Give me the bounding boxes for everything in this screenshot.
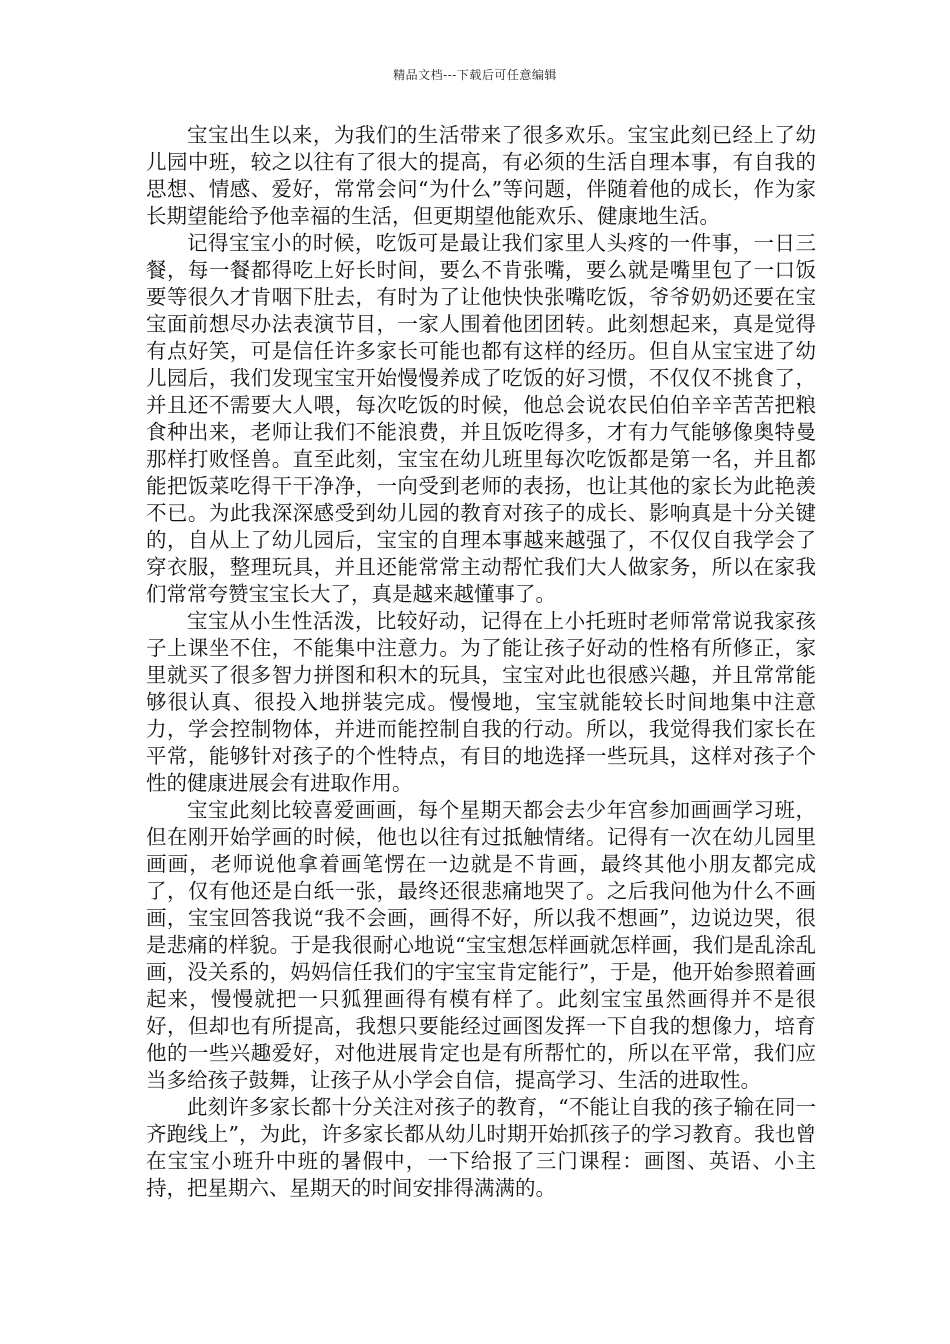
page-header: 精品文档---下载后可任意编辑 xyxy=(393,68,557,82)
paragraph: 记得宝宝小的时候，吃饭可是最让我们家里人头疼的一件事，一日三餐，每一餐都得吃上好长时间，要么不肯张嘴，要么就是嘴里包了一口饭要等很久才肯咽下肚去，有时为了让他快快张嘴吃饭，爷爷奶奶还要在宝宝面前想尽办法表演节目，一家人围着他团团转。此刻想起来，真是觉得有点好笑，可是信任许多家长可能也都有这样的经历。但自从宝宝进了幼儿园后，我们发现宝宝开始慢慢养成了吃饭的好习惯，不仅仅不挑食了，并且还不需要大人喂，每次吃饭的时候，他总会说农民伯伯辛辛苦苦把粮食种出来，老师让我们不能浪费，并且饭吃得多，才有力气能够像奥特曼那样打败怪兽。直至此刻，宝宝在幼儿班里每次吃饭都是第一名，并且都能把饭菜吃得干干净净，一向受到老师的表扬，也让其他的家长为此艳羡不已。为此我深深感受到幼儿园的教育对孩子的成长、影响真是十分关键的，自从上了幼儿园后，宝宝的自理本事越来越强了，不仅仅自我学会了穿衣服，整理玩具，并且还能常常主动帮忙我们大人做家务，所以在家我们常常夸赞宝宝长大了，真是越来越懂事了。 xyxy=(146,231,816,606)
paragraph: 宝宝出生以来，为我们的生活带来了很多欢乐。宝宝此刻已经上了幼儿园中班，较之以往有了很大的提高，有必须的生活自理本事，有自我的思想、情感、爱好，常常会问“为什么”等问题，伴随着他的成长，作为家长期望能给予他幸福的生活，但更期望他能欢乐、健康地生活。 xyxy=(146,123,816,228)
paragraph: 此刻许多家长都十分关注对孩子的教育，“不能让自我的孩子输在同一齐跑线上”，为此，许多家长都从幼儿时期开始抓孩子的学习教育。我也曾在宝宝小班升中班的暑假中，一下给报了三门课程：画图、英语、小主持，把星期六、星期天的时间安排得满满的。 xyxy=(146,1095,816,1200)
paragraph: 宝宝此刻比较喜爱画画，每个星期天都会去少年宫参加画画学习班，但在刚开始学画的时候，他也以往有过抵触情绪。记得有一次在幼儿园里画画，老师说他拿着画笔愣在一边就是不肯画，最终其他小朋友都完成了，仅有他还是白纸一张，最终还很悲痛地哭了。之后我问他为什么不画画，宝宝回答我说“我不会画，画得不好，所以我不想画”，边说边哭，很是悲痛的样貌。于是我很耐心地说“宝宝想怎样画就怎样画，我们是乱涂乱画，没关系的，妈妈信任我们的宇宝宝肯定能行”，于是，他开始参照着画起来，慢慢就把一只狐狸画得有模有样了。此刻宝宝虽然画得并不是很好，但却也有所提高，我想只要能经过画图发挥一下自我的想像力，培育他的一些兴趣爱好，对他进展肯定也是有所帮忙的，所以在平常，我们应当多给孩子鼓舞，让孩子从小学会自信，提高学习、生活的进取性。 xyxy=(146,798,816,1092)
document-body xyxy=(146,122,816,1202)
paragraph: 宝宝从小生性活泼，比较好动，记得在上小托班时老师常常说我家孩子上课坐不住，不能集中注意力。为了能让孩子好动的性格有所修正，家里就买了很多智力拼图和积木的玩具，宝宝对此也很感兴趣，并且常常能够很认真、很投入地拼装完成。慢慢地，宝宝就能较长时间地集中注意力，学会控制物体，并进而能控制自我的行动。所以，我觉得我们家长在平常，能够针对孩子的个性特点，有目的地选择一些玩具，这样对孩子个性的健康进展会有进取作用。 xyxy=(146,609,816,795)
